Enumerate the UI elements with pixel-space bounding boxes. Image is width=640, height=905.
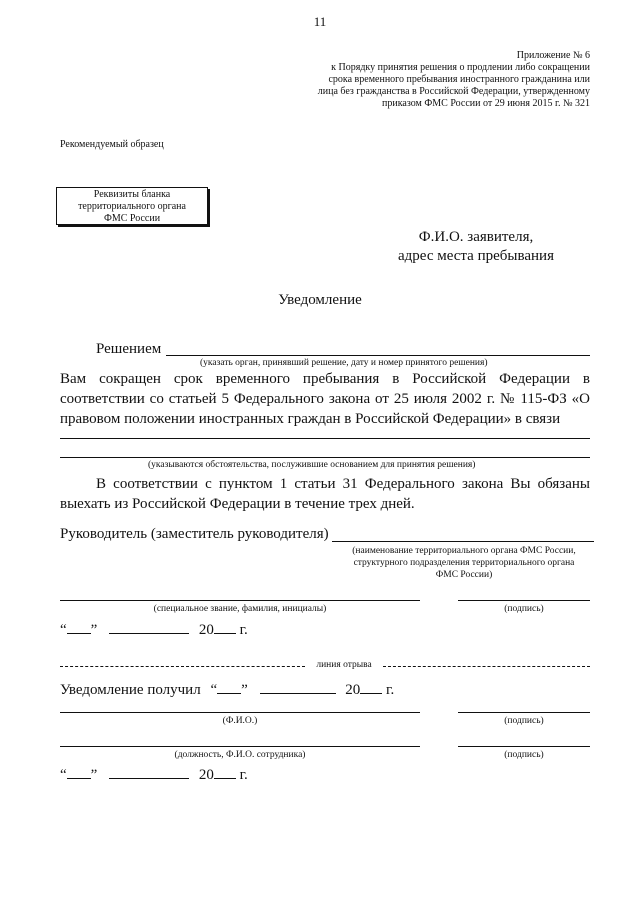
cut-line-label: линия отрыва — [316, 660, 372, 670]
rank-blank-line — [60, 600, 420, 601]
addressee-block — [376, 228, 576, 266]
obligation-paragraph: В соответствии с пунктом 1 статьи 31 Федерального закона Вы обязаны выехать из Российской Федерации в течение трех дней. — [60, 476, 590, 512]
decision-word: Решением — [96, 341, 162, 357]
head-caption-line-1: (наименование территориального органа ФМС России, — [352, 546, 576, 556]
recommended-sample-label: Рекомендуемый образец — [60, 139, 164, 150]
position-caption: (должность, Ф.И.О. сотрудника) — [174, 750, 306, 760]
rank-caption: (специальное звание, фамилия, инициалы) — [153, 604, 327, 614]
date-line-2: “ ” 20 г. — [60, 764, 248, 785]
signature-blank-line-3 — [458, 746, 590, 747]
circumstances-blank-line-2 — [60, 457, 590, 458]
decision-blank-line — [166, 355, 590, 356]
date-line-1 — [60, 619, 248, 640]
decision-caption: (указать орган, принявший решение, дату и номер принятого решения) — [200, 358, 488, 368]
head-caption — [318, 545, 610, 581]
appendix-line-3: лица без гражданства в Российской Федерации, утвержденному — [317, 86, 590, 97]
signature-blank-line-1 — [458, 600, 590, 601]
requisites-line-1: Реквизиты бланка — [93, 189, 171, 200]
requisites-line-2: территориального органа — [78, 201, 186, 212]
signature-blank-line-2 — [458, 712, 590, 713]
date-year-prefix: 20 — [198, 622, 214, 638]
signature-caption-1: (подпись) — [504, 604, 544, 614]
head-blank-line — [332, 541, 594, 542]
circumstances-caption: (указываются обстоятельства, послужившие основанием для принятия решения) — [148, 460, 476, 470]
head-caption-line-3: ФМС России) — [435, 570, 493, 580]
signature-caption-3: (подпись) — [504, 750, 544, 760]
signature-caption-2: (подпись) — [504, 716, 544, 726]
head-caption-line-2: структурного подразделения территориального органа — [353, 558, 575, 568]
date-quote-open: “ — [60, 622, 67, 638]
position-blank-line — [60, 746, 420, 747]
appendix-line-2: срока временного пребывания иностранного гражданина или — [328, 74, 590, 85]
addressee-name: Ф.И.О. заявителя, — [418, 229, 534, 245]
appendix-header — [240, 50, 590, 110]
doc-title: Уведомление — [278, 292, 362, 308]
circumstances-blank-line-1 — [60, 438, 590, 439]
appendix-line-4: приказом ФМС России от 29 июня 2015 г. № 321 — [381, 98, 590, 109]
received-line: Уведомление получил “ ” 20 г. — [60, 679, 394, 700]
received-label: Уведомление получил — [60, 682, 201, 698]
fio-caption: (Ф.И.О.) — [222, 716, 258, 726]
head-label: Руководитель (заместитель руководителя) — [60, 526, 329, 542]
requisites-box — [56, 187, 208, 225]
addressee-address: адрес места пребывания — [398, 248, 554, 264]
requisites-line-3: ФМС России — [103, 213, 161, 224]
date-quote-close: ” — [90, 622, 98, 638]
page-number: 11 — [313, 14, 327, 29]
cut-line — [60, 660, 590, 674]
body-paragraph: Вам сокращен срок временного пребывания в Российской Федерации в соответствии со статьей 5 Федерального закона от 25 июля 2002 г. № 115-ФЗ «О правовом положении иностранных граждан в Российской Федерации» в связи — [60, 371, 590, 427]
appendix-title: Приложение № 6 — [516, 50, 590, 61]
fio-blank-line — [60, 712, 420, 713]
date-year-suffix: г. — [239, 622, 248, 638]
appendix-line-1: к Порядку принятия решения о продлении либо сокращении — [331, 62, 590, 73]
